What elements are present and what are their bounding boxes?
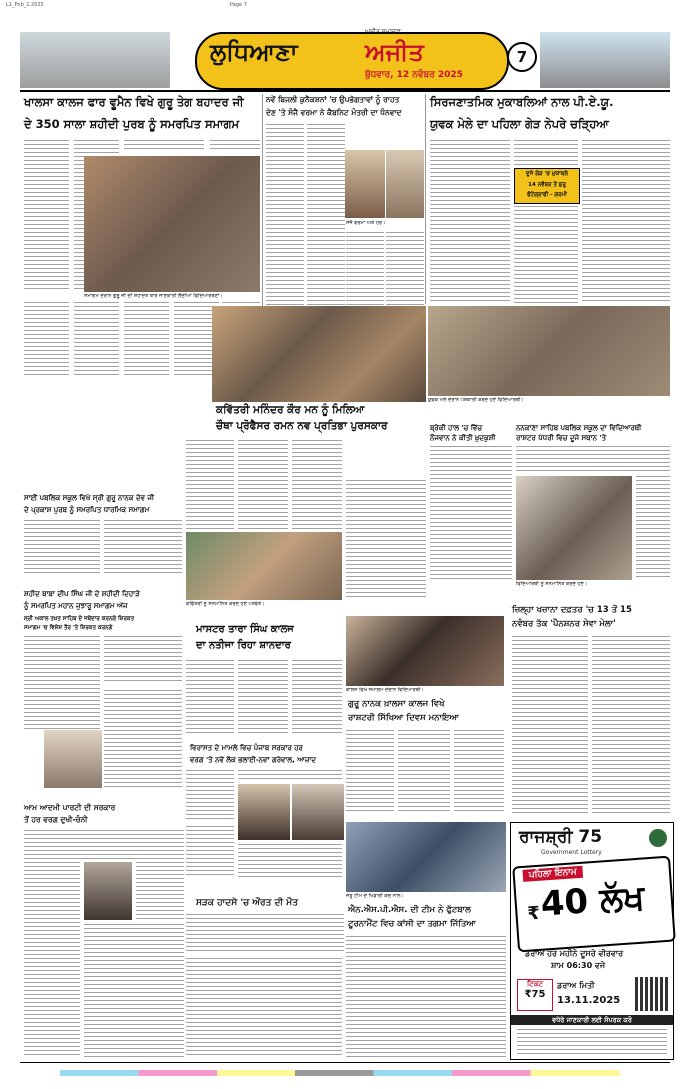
- headline: ਮਾਸਟਰ ਤਾਰਾ ਸਿੰਘ ਕਾਲਜ: [196, 624, 294, 635]
- headline: ਨਨਕਾਣਾ ਸਾਹਿਬ ਪਬਲਿਕ ਸਕੂਲ ਦਾ ਵਿਦਿਆਰਥੀ: [516, 424, 642, 432]
- body-text: [430, 446, 512, 580]
- body-text: [582, 140, 670, 304]
- headline: ਦੇ 350 ਸਾਲਾ ਸ਼ਹੀਦੀ ਪੁਰਬ ਨੂੰ ਸਮਰਪਿਤ ਸਮਾਗਮ: [24, 117, 240, 131]
- photo-caption: ਕਾਲਜ ਵਿਖੇ ਸਮਾਗਮ ਦੌਰਾਨ ਵਿਦਿਆਰਥੀ।: [346, 687, 424, 693]
- body-text: [186, 914, 344, 954]
- body-text: [104, 520, 182, 576]
- ticket-label: ਟਿਕਟ: [526, 980, 543, 988]
- photo-caption: ਜੇਤੂ ਟੀਮ ਦੇ ਖਿਡਾਰੀ ਕੋਚ ਨਾਲ।: [346, 893, 404, 899]
- prize-box: [512, 856, 676, 953]
- headline: ਦੇ ਪ੍ਰਕਾਸ਼ ਪੁਰਬ ਨੂੰ ਸਮਰਪਿਤ ਧਾਰਮਿਕ ਸਮਾਗਮ: [24, 506, 150, 514]
- body-text: [512, 636, 588, 816]
- draw-date: 13.11.2025: [557, 995, 621, 1006]
- prize-currency: ₹: [526, 902, 541, 925]
- ticket-box: [517, 979, 553, 1011]
- photo-caption: ਸਮਾਗਮ ਦੌਰਾਨ ਗੁਰੂ ਜੀ ਦੀ ਸ਼ਹਾਦਤ ਬਾਰੇ ਜਾਣਕਾਰੀ ਲੈਂਦੀਆਂ ਵਿਦਿਆਰਥਣਾਂ।: [84, 293, 223, 299]
- headline: ਵਿਰਾਸਤ ਦੇ ਮਾਮਲੇ ਵਿਚ ਪੰਜਾਬ ਸਰਕਾਰ ਹਰ: [190, 744, 303, 752]
- masthead-city: ਲੁਧਿਆਣਾ: [210, 38, 298, 66]
- color-bar: [60, 1070, 620, 1076]
- bottom-rule: [20, 1062, 670, 1063]
- body-text: [74, 302, 119, 376]
- photo-portrait-pair: [238, 784, 290, 840]
- ad-logo-icon: [649, 829, 667, 847]
- body-text: [24, 140, 69, 290]
- headline: ਟੂਰਨਾਮੈਂਟ ਵਿਚ ਕਾਂਸੀ ਦਾ ਤਗਮਾ ਜਿੱਤਿਆ: [348, 919, 476, 929]
- photo-portrait-elder: [44, 730, 102, 788]
- body-text: [24, 520, 100, 576]
- body-text: [592, 636, 670, 816]
- photo-portrait: [345, 150, 385, 218]
- ad-sub: Government Lottery: [541, 849, 602, 856]
- body-text: [238, 660, 288, 736]
- headline: ਨਵੰਬਰ ਤੱਕ 'ਪੈਨਸ਼ਨਰ ਸੇਵਾ ਮੇਲਾ': [512, 619, 616, 629]
- highlight-line: ਫੋਟੋਗ੍ਰਾਫੀ - ਗਰਮੀ: [527, 192, 567, 198]
- subheadline: ਸ੍ਰੀ ਅਕਾਲ ਤਖ਼ਤ ਸਾਹਿਬ ਦੇ ਜਥੇਦਾਰ ਕਰਨਗੇ ਸ਼ਿਰਕਤ: [24, 616, 135, 622]
- body-text: [346, 480, 426, 600]
- headline: ਖਾਲਸਾ ਕਾਲਜ ਫਾਰ ਵੂਮੈਨ ਵਿਖੇ ਗੁਰੂ ਤੇਗ ਬਹਾਦਰ ਜੀ: [24, 95, 244, 109]
- photo-portrait-man: [84, 862, 132, 920]
- body-text: [24, 636, 100, 730]
- strip-right: Page 7: [230, 2, 247, 8]
- prize-amount: 40 ਲੱਖ: [539, 877, 646, 925]
- photo-caption: ਸੰਜੈ ਵਰਮਾ ਅਤੇ ਹੋਰ।: [346, 220, 386, 226]
- headline: ਗੁਰੂ ਨਾਨਕ ਖ਼ਾਲਸਾ ਕਾਲਜ ਵਿਖੇ: [348, 699, 445, 709]
- headline: ਵਰਗ 'ਤੇ ਨਵੇਂ ਲੋਕ ਭਲਾਈ-ਨਵਾਂ ਗਰੇਵਾਲ, ਆਜ਼ਾਦ: [190, 756, 317, 764]
- headline: ਜ਼ਿਲ੍ਹਾ ਖਜ਼ਾਨਾ ਦਫ਼ਤਰ 'ਚ 13 ਤੋਂ 15: [512, 605, 632, 615]
- headline: ਦੇਣ 'ਤੇ ਸੰਜੈ ਵਰਮਾ ਨੇ ਕੈਬਨਿਟ ਮੰਤਰੀ ਦਾ ਧੰਨਵਾਦ: [266, 108, 402, 117]
- body-text: [136, 862, 184, 920]
- body-text: [636, 476, 670, 580]
- headline: ਸਿਰਜਣਾਤਮਿਕ ਮੁਕਾਬਲਿਆਂ ਨਾਲ ਪੀ.ਏ.ਯੂ.: [430, 95, 614, 109]
- strip-left: L1_Pnb_1.2025: [6, 2, 44, 8]
- body-text: [346, 730, 394, 814]
- qr-code-icon[interactable]: [635, 977, 669, 1011]
- headline: ਸਾਈਂ ਪਬਲਿਕ ਸਕੂਲ ਵਿਖੇ ਸ੍ਰੀ ਗੁਰੂ ਨਾਨਕ ਦੇਵ ਜੀ: [24, 494, 155, 502]
- ad-contact-text: [517, 1029, 667, 1055]
- draw-time: ਸ਼ਾਮ 06:30 ਵਜੇ: [551, 961, 606, 970]
- subheadline: ਸਮਾਗਮ 'ਚ ਵਿਸ਼ੇਸ਼ ਤੌਰ 'ਤੇ ਸ਼ਿਰਕਤ ਕਰਨਗੇ: [24, 625, 113, 631]
- body-text: [186, 660, 234, 736]
- body-text: [104, 636, 182, 684]
- headline: ਤੋਂ ਹਰ ਵਰਗ ਦੁਖੀ-ਚੰਨੀ: [24, 815, 88, 824]
- masthead-right-photo: [540, 32, 670, 88]
- body-text: [186, 958, 342, 1058]
- photo-classroom: [84, 156, 260, 292]
- body-text: [398, 730, 450, 814]
- body-text: [292, 440, 342, 532]
- headline: ਸੜਕ ਹਾਦਸੇ 'ਚ ਔਰਤ ਦੀ ਮੌਤ: [196, 898, 298, 908]
- body-text: [210, 140, 260, 152]
- masthead-left-photo: [20, 32, 170, 88]
- photo-caption: ਵਿਦਿਆਰਥੀ ਨੂੰ ਸਨਮਾਨਿਤ ਕਰਦੇ ਹੋਏ।: [516, 581, 588, 587]
- highlight-line: 14 ਨਵੰਬਰ ਤੋਂ ਸ਼ੁਰੂ: [528, 182, 566, 188]
- headline: ਯੁਵਕ ਮੇਲੇ ਦਾ ਪਹਿਲਾ ਗੇੜ ਨੇਪਰੇ ਚੜ੍ਹਿਆ: [430, 117, 609, 131]
- photo-poet-award: [186, 532, 342, 600]
- lottery-ad[interactable]: [510, 822, 674, 1060]
- body-text: [24, 862, 80, 1058]
- headline: ਨੌਜਵਾਨ ਨੇ ਕੀਤੀ ਖ਼ੁਦਕੁਸ਼ੀ: [430, 434, 496, 442]
- masthead-date: ਬੁੱਧਵਾਰ, 12 ਨਵੰਬਰ 2025: [365, 70, 463, 80]
- body-text: [186, 440, 234, 532]
- photo-portrait: [386, 150, 424, 218]
- masthead-rule: [20, 90, 670, 92]
- body-text: [124, 140, 204, 152]
- photo-student-award: [516, 476, 632, 580]
- draw-date-label: ਡਰਾਅ ਮਿਤੀ: [557, 981, 595, 990]
- body-text: [238, 770, 342, 780]
- col-rule: [425, 94, 426, 304]
- headline: ਰਾਸ਼ਟਰੀ ਸਿੱਖਿਆ ਦਿਵਸ ਮਨਾਇਆ: [348, 713, 459, 723]
- body-text: [516, 446, 670, 474]
- body-text: [124, 302, 169, 376]
- prize-label: ਪਹਿਲਾ ਇਨਾਮ: [522, 866, 583, 882]
- headline: ਬ੍ਰੇਕੀ ਹਾਲ 'ਚ ਵਿੱਚ: [430, 424, 483, 432]
- photo-seminar: [346, 616, 504, 686]
- body-text: [24, 830, 184, 860]
- photo-caption: ਯੁਵਕ ਮੇਲੇ ਦੌਰਾਨ ਪੇਸ਼ਕਾਰੀ ਕਰਦੇ ਹੋਏ ਵਿਦਿਆਰਥੀ।: [428, 397, 524, 403]
- masthead-tag: ਅਜੀਤ ਸਮਾਚਾਰ: [365, 28, 401, 35]
- headline: ਚੌਥਾ ਪ੍ਰੋਫੈਸਰ ਰਮਨ ਨਵ ਪ੍ਰਤਿਭਾ ਪੁਰਸਕਾਰ: [216, 420, 388, 432]
- headline: ਨੂੰ ਸਮਰਪਿਤ ਮਹਾਨ ਜੁਝਾਰੂ ਸਮਾਗਮ ਅੱਜ: [24, 602, 128, 610]
- body-text: [307, 124, 345, 328]
- body-text: [430, 140, 510, 304]
- highlight-box: [514, 168, 580, 204]
- photo-award-stage: [212, 306, 426, 402]
- body-text: [266, 124, 304, 328]
- photo-students-group: [428, 306, 670, 396]
- body-text: [292, 660, 342, 736]
- draw-text: ਡਰਾਅ ਹਰ ਮਹੀਨੇ ਦੂਸਰੇ ਵੀਰਵਾਰ: [525, 949, 624, 958]
- highlight-line: ਦੂਜੇ ਗੇੜ 'ਚ ਮੁਕਾਬਲੇ: [526, 171, 568, 177]
- headline: ਐਨ.ਐਸ.ਪੀ.ਐਸ. ਦੀ ਟੀਮ ਨੇ ਫੁੱਟਬਾਲ: [348, 905, 471, 915]
- body-text: [346, 936, 506, 1058]
- print-strip: [0, 0, 687, 10]
- body-text: [514, 206, 578, 304]
- body-text: [238, 844, 342, 878]
- headline: ਆਮ ਆਦਮੀ ਪਾਰਟੀ ਦੀ ਸਰਕਾਰ: [24, 803, 116, 812]
- ad-brand: ਰਾਜਸ਼੍ਰੀ 75: [519, 827, 603, 847]
- body-text: [514, 140, 578, 166]
- body-text: [186, 770, 234, 822]
- page-number: 7: [507, 42, 537, 72]
- body-text: [104, 690, 182, 790]
- photo-portrait-pair: [292, 784, 344, 840]
- photo-football-team: [346, 822, 506, 892]
- body-text: [238, 440, 288, 532]
- masthead: [20, 26, 670, 92]
- headline: ਰਾਸ਼ਟਰ ਪੱਧਰੀ ਵਿਚ ਦੂਜੇ ਸਥਾਨ 'ਤੇ: [516, 434, 607, 442]
- headline: ਦਾ ਨਤੀਜਾ ਰਿਹਾ ਸ਼ਾਨਦਾਰ: [196, 640, 291, 651]
- headline: ਸ਼ਹੀਦ ਬਾਬਾ ਦੀਪ ਸਿੰਘ ਜੀ ਦੇ ਸ਼ਹੀਦੀ ਦਿਹਾੜੇ: [24, 590, 140, 598]
- body-text: [84, 924, 184, 1058]
- body-text: [24, 302, 69, 376]
- ad-footer: ਵਧੇਰੇ ਜਾਣਕਾਰੀ ਲਈ ਸੰਪਰਕ ਕਰੋ: [511, 1015, 673, 1025]
- headline: ਕਵਿੱਤਰੀ ਮਨਿੰਦਰ ਕੌਰ ਮਨ ਨੂੰ ਮਿਲਿਆ: [216, 404, 365, 416]
- ticket-price: ₹75: [524, 989, 546, 1000]
- headline: ਨਵੇਂ ਬਿਜਲੀ ਕੁਨੈਕਸ਼ਨਾਂ 'ਚ ਉਪਭੋਗਤਾਵਾਂ ਨੂੰ ਰਾਹਤ: [266, 95, 400, 104]
- body-text: [186, 826, 234, 878]
- photo-caption: ਕਵਿੱਤਰੀ ਨੂੰ ਸਨਮਾਨਿਤ ਕਰਦੇ ਹੋਏ ਪਤਵੰਤੇ।: [186, 601, 265, 607]
- masthead-paper-name: ਅਜੀਤ: [365, 38, 424, 66]
- body-text: [454, 730, 504, 814]
